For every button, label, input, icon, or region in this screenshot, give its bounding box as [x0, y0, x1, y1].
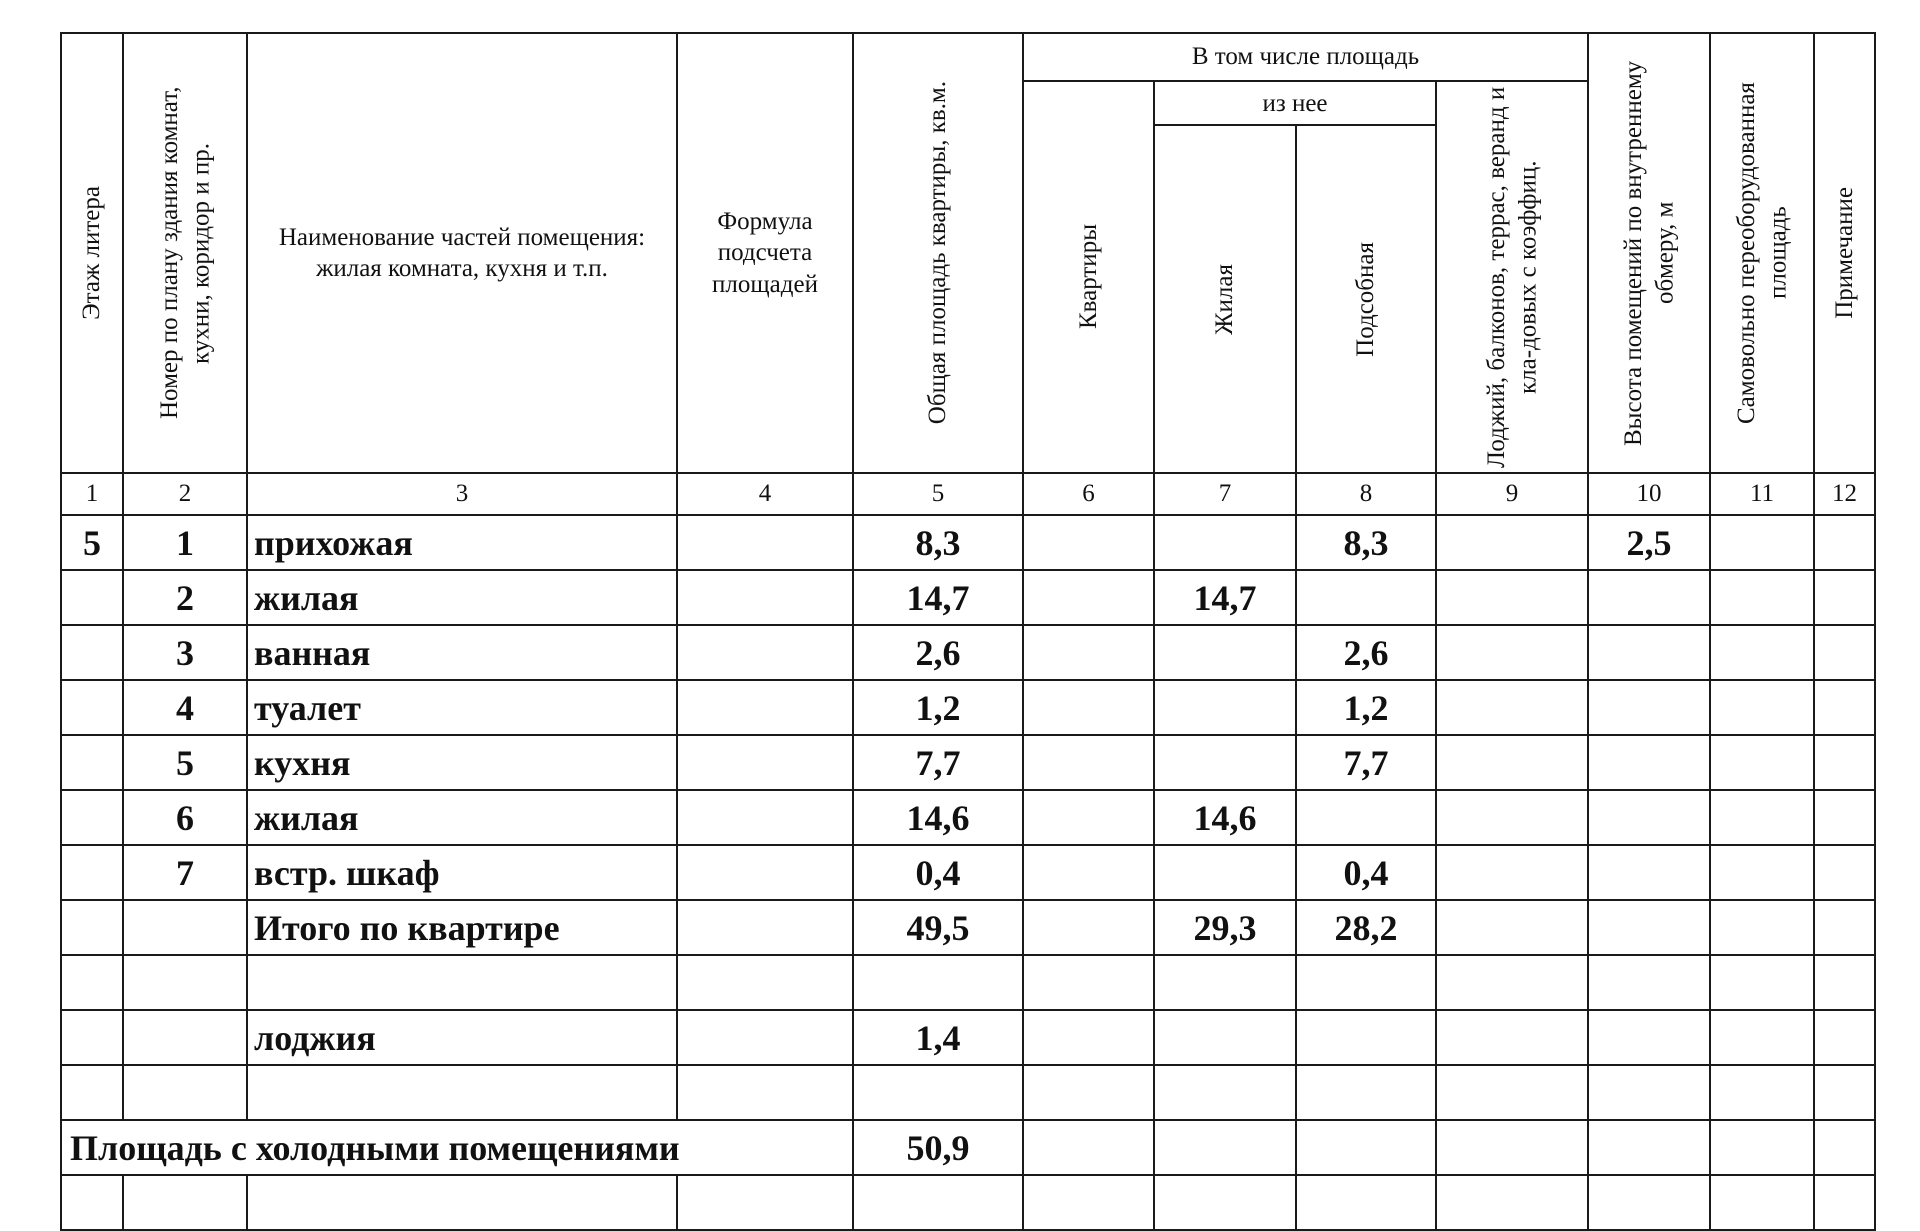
cell-loggias [1436, 1065, 1588, 1120]
cell-self-redone [1710, 1010, 1814, 1065]
cell-room-name: ванная [247, 625, 677, 680]
cell-floor [61, 790, 123, 845]
cell-room-no: 7 [123, 845, 247, 900]
col-note-header [1814, 33, 1875, 473]
cell-living [1154, 845, 1296, 900]
cell-self-redone [1710, 515, 1814, 570]
cell-floor [61, 680, 123, 735]
cell-floor [61, 1175, 123, 1230]
cell-auxiliary: 0,4 [1296, 845, 1436, 900]
cell-loggias [1436, 845, 1588, 900]
cell-auxiliary [1296, 570, 1436, 625]
cell-formula [677, 900, 853, 955]
cell-room-no: 2 [123, 570, 247, 625]
cell-floor [61, 1010, 123, 1065]
cell-formula [677, 570, 853, 625]
cell-room-name: прихожая [247, 515, 677, 570]
cell-note [1814, 955, 1875, 1010]
cell-room-no [123, 1175, 247, 1230]
cell-height [1588, 735, 1710, 790]
cell-floor [61, 625, 123, 680]
cell-formula [677, 1065, 853, 1120]
cell-self-redone [1710, 625, 1814, 680]
group-of-which-label: из нее [1262, 89, 1328, 117]
cell-loggias [1436, 625, 1588, 680]
cell-floor [61, 570, 123, 625]
cell-formula [677, 1010, 853, 1065]
cell-height [1588, 1175, 1710, 1230]
col-apartment-header [1023, 81, 1154, 473]
col-name-header [247, 33, 677, 473]
col-auxiliary-header [1296, 125, 1436, 473]
cell-apartment [1023, 1175, 1154, 1230]
cell-note [1814, 735, 1875, 790]
cell-height [1588, 845, 1710, 900]
cell-note [1814, 1175, 1875, 1230]
col-note-label: Примечание [1830, 187, 1858, 319]
cell-living [1154, 955, 1296, 1010]
column-number: 8 [1296, 473, 1436, 515]
cell-note [1814, 900, 1875, 955]
summary-label: Площадь с холодными помещениями [61, 1120, 853, 1175]
table-row [61, 625, 1875, 680]
cell-apartment [1023, 515, 1154, 570]
column-number: 3 [247, 473, 677, 515]
cell-loggias [1436, 735, 1588, 790]
cell-height [1588, 680, 1710, 735]
cell-note [1814, 790, 1875, 845]
column-number: 9 [1436, 473, 1588, 515]
cell-living: 14,7 [1154, 570, 1296, 625]
cell-total-area: 1,2 [853, 680, 1023, 735]
cell-formula [677, 845, 853, 900]
cell-note [1814, 1120, 1875, 1175]
cell-room-no: 4 [123, 680, 247, 735]
cell-room-name: кухня [247, 735, 677, 790]
cell-self-redone [1710, 1065, 1814, 1120]
column-number: 1 [61, 473, 123, 515]
cell-formula [677, 680, 853, 735]
cell-total-area [853, 1065, 1023, 1120]
cell-total-area: 8,3 [853, 515, 1023, 570]
cell-apartment [1023, 680, 1154, 735]
cell-note [1814, 1065, 1875, 1120]
table-row-empty [61, 1175, 1875, 1230]
cell-formula [677, 515, 853, 570]
cell-apartment [1023, 1120, 1154, 1175]
cell-total-area: 49,5 [853, 900, 1023, 955]
cell-apartment [1023, 570, 1154, 625]
table-row [61, 515, 1875, 570]
cell-formula [677, 735, 853, 790]
cell-living [1154, 680, 1296, 735]
cell-height: 2,5 [1588, 515, 1710, 570]
cell-apartment [1023, 955, 1154, 1010]
cell-room-name: туалет [247, 680, 677, 735]
column-number: 6 [1023, 473, 1154, 515]
table-row-total [61, 900, 1875, 955]
cell-floor [61, 735, 123, 790]
cell-loggias [1436, 680, 1588, 735]
cell-note [1814, 625, 1875, 680]
cell-room-name: встр. шкаф [247, 845, 677, 900]
cell-auxiliary [1296, 955, 1436, 1010]
col-floor-header [61, 33, 123, 473]
table-row [61, 955, 1875, 1010]
cell-room-no [123, 1010, 247, 1065]
cell-loggias [1436, 515, 1588, 570]
column-number: 4 [677, 473, 853, 515]
col-room-no-label: Номер по плану здания комнат, кухни, коридор и пр. [155, 86, 214, 420]
cell-room-name: жилая [247, 570, 677, 625]
cell-total-area: 7,7 [853, 735, 1023, 790]
cell-apartment [1023, 790, 1154, 845]
cell-auxiliary: 1,2 [1296, 680, 1436, 735]
cell-height [1588, 900, 1710, 955]
col-floor-label: Этаж литера [78, 186, 106, 320]
col-formula-label: Формула подсчета площадей [712, 208, 818, 298]
col-auxiliary-label: Подсобная [1352, 241, 1380, 357]
cell-loggias [1436, 570, 1588, 625]
cell-living [1154, 1120, 1296, 1175]
table-body [61, 515, 1875, 1230]
col-loggias-header [1436, 81, 1588, 473]
cell-loggias [1436, 1120, 1588, 1175]
cell-self-redone [1710, 1175, 1814, 1230]
table-row [61, 790, 1875, 845]
cell-room-name [247, 1065, 677, 1120]
column-number: 12 [1814, 473, 1875, 515]
cell-auxiliary [1296, 790, 1436, 845]
cell-room-name [247, 955, 677, 1010]
cell-self-redone [1710, 955, 1814, 1010]
table-row [61, 570, 1875, 625]
cell-self-redone [1710, 570, 1814, 625]
cell-living [1154, 515, 1296, 570]
col-name-label: Наименование частей помещения: жилая комната, кухня и т.п. [278, 223, 646, 282]
cell-total-area: 2,6 [853, 625, 1023, 680]
col-living-header [1154, 125, 1296, 473]
cell-height [1588, 1120, 1710, 1175]
cell-auxiliary [1296, 1065, 1436, 1120]
cell-living: 14,6 [1154, 790, 1296, 845]
col-height-label: Высота помещений по внутреннему обмеру, м [1619, 60, 1678, 446]
column-number: 5 [853, 473, 1023, 515]
cell-auxiliary: 8,3 [1296, 515, 1436, 570]
cell-self-redone [1710, 845, 1814, 900]
cell-note [1814, 570, 1875, 625]
cell-living [1154, 1010, 1296, 1065]
cell-self-redone [1710, 735, 1814, 790]
cell-auxiliary [1296, 1120, 1436, 1175]
col-total-area-label: Общая площадь квартиры, кв.м. [924, 81, 952, 425]
cell-height [1588, 570, 1710, 625]
cell-auxiliary [1296, 1010, 1436, 1065]
group-including-header [1023, 33, 1588, 81]
summary-total-area: 50,9 [853, 1120, 1023, 1175]
table-row [61, 680, 1875, 735]
col-room-no-header [123, 33, 247, 473]
cell-floor [61, 955, 123, 1010]
cell-floor [61, 900, 123, 955]
cell-floor [61, 845, 123, 900]
cell-living: 29,3 [1154, 900, 1296, 955]
cell-formula [677, 790, 853, 845]
cell-loggias [1436, 1010, 1588, 1065]
area-explication-sheet [60, 32, 1876, 1231]
cell-formula [677, 1175, 853, 1230]
cell-auxiliary: 28,2 [1296, 900, 1436, 955]
cell-room-name: жилая [247, 790, 677, 845]
cell-note [1814, 515, 1875, 570]
column-number: 11 [1710, 473, 1814, 515]
cell-loggias [1436, 955, 1588, 1010]
column-number: 7 [1154, 473, 1296, 515]
cell-self-redone [1710, 900, 1814, 955]
cell-height [1588, 955, 1710, 1010]
cell-room-name [247, 1175, 677, 1230]
column-number-row [61, 473, 1875, 515]
cell-apartment [1023, 625, 1154, 680]
cell-floor: 5 [61, 515, 123, 570]
cell-total-area [853, 955, 1023, 1010]
col-loggias-label: Лоджий, балконов, террас, веранд и кла-довых с коэффиц. [1482, 86, 1541, 468]
table-row [61, 1010, 1875, 1065]
cell-formula [677, 955, 853, 1010]
col-self-redone-label: Самовольно переоборудованная площадь [1732, 82, 1791, 424]
cell-height [1588, 1065, 1710, 1120]
group-including-label: В том числе площадь [1191, 43, 1420, 71]
cell-apartment [1023, 1065, 1154, 1120]
cell-total-area: 14,7 [853, 570, 1023, 625]
cell-self-redone [1710, 680, 1814, 735]
col-apartment-label: Квартиры [1074, 224, 1102, 330]
table-row [61, 1065, 1875, 1120]
cell-room-no [123, 955, 247, 1010]
area-explication-table [60, 32, 1876, 1231]
cell-loggias [1436, 900, 1588, 955]
cell-total-area: 14,6 [853, 790, 1023, 845]
cell-room-name: Итого по квартире [247, 900, 677, 955]
col-total-area-header [853, 33, 1023, 473]
cell-room-no: 6 [123, 790, 247, 845]
cell-auxiliary: 7,7 [1296, 735, 1436, 790]
cell-formula [677, 625, 853, 680]
cell-total-area: 0,4 [853, 845, 1023, 900]
cell-total-area [853, 1175, 1023, 1230]
cell-room-no [123, 1065, 247, 1120]
group-of-which-header [1154, 81, 1436, 125]
cell-note [1814, 1010, 1875, 1065]
col-living-label: Жилая [1211, 263, 1239, 335]
cell-note [1814, 680, 1875, 735]
cell-self-redone [1710, 790, 1814, 845]
cell-note [1814, 845, 1875, 900]
cell-total-area: 1,4 [853, 1010, 1023, 1065]
summary-row [61, 1120, 1875, 1175]
table-row [61, 845, 1875, 900]
cell-room-no: 3 [123, 625, 247, 680]
column-number: 2 [123, 473, 247, 515]
cell-floor [61, 1065, 123, 1120]
cell-height [1588, 625, 1710, 680]
cell-room-no: 5 [123, 735, 247, 790]
cell-auxiliary: 2,6 [1296, 625, 1436, 680]
cell-auxiliary [1296, 1175, 1436, 1230]
cell-height [1588, 790, 1710, 845]
cell-apartment [1023, 735, 1154, 790]
col-self-redone-header [1710, 33, 1814, 473]
col-height-header [1588, 33, 1710, 473]
cell-self-redone [1710, 1120, 1814, 1175]
cell-apartment [1023, 900, 1154, 955]
cell-living [1154, 625, 1296, 680]
cell-living [1154, 1065, 1296, 1120]
table-row [61, 735, 1875, 790]
cell-room-name: лоджия [247, 1010, 677, 1065]
col-formula-header [677, 33, 853, 473]
cell-room-no: 1 [123, 515, 247, 570]
cell-apartment [1023, 845, 1154, 900]
column-number: 10 [1588, 473, 1710, 515]
cell-room-no [123, 900, 247, 955]
cell-living [1154, 735, 1296, 790]
cell-apartment [1023, 1010, 1154, 1065]
cell-height [1588, 1010, 1710, 1065]
cell-living [1154, 1175, 1296, 1230]
cell-loggias [1436, 1175, 1588, 1230]
cell-loggias [1436, 790, 1588, 845]
